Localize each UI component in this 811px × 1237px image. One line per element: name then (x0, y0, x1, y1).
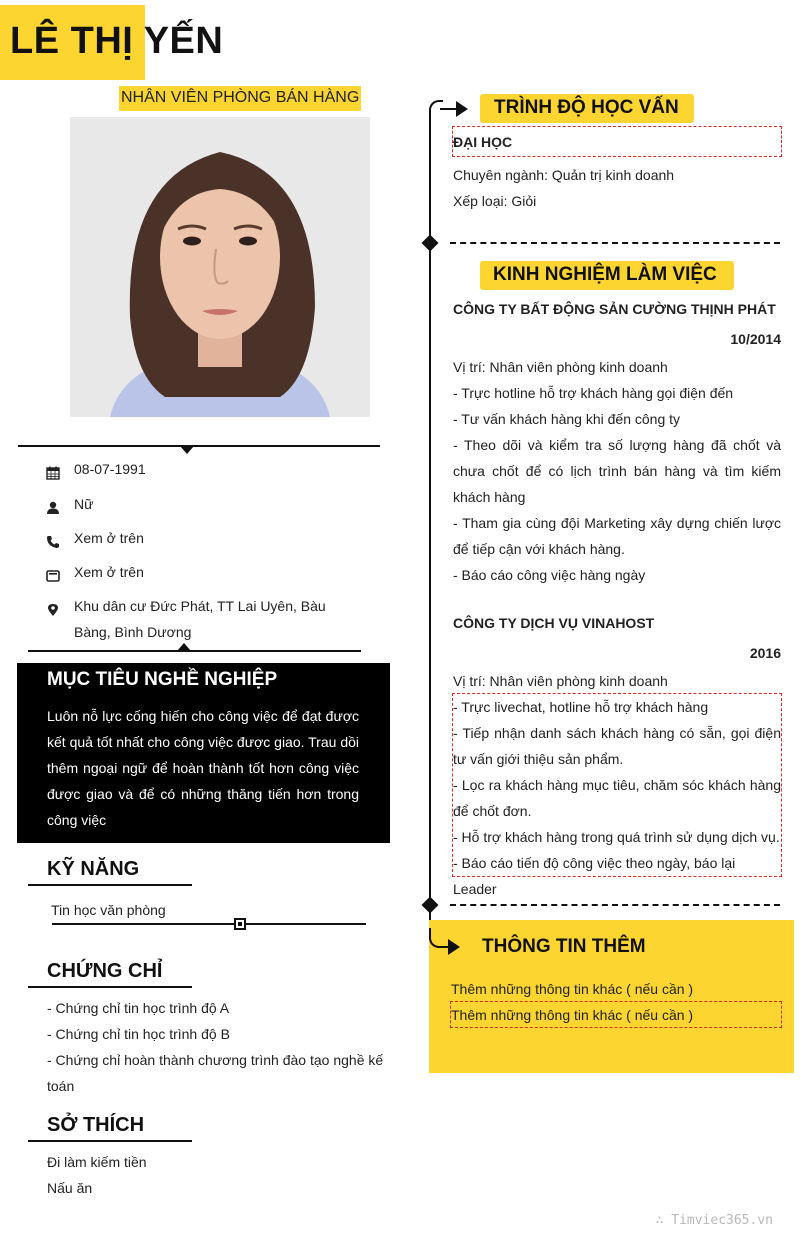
certificate-item: - Chứng chỉ hoàn thành chương trình đào tạo nghề kế toán (47, 1052, 384, 1094)
certificates-list (47, 995, 387, 1099)
portrait-illustration (70, 117, 370, 417)
job-role: Vị trí: Nhân viên phòng kinh doanh (453, 673, 668, 689)
additional-info-item: Thêm những thông tin khác ( nếu cần ) (451, 1007, 694, 1023)
contact-birthday (46, 456, 346, 482)
timeline-node (422, 235, 439, 252)
hobbies-underline (28, 1140, 192, 1142)
skill-level-marker (234, 918, 246, 930)
timeline-arrow-icon (456, 101, 468, 117)
job-duties (453, 694, 781, 902)
profile-photo (70, 117, 370, 417)
email-icon (46, 565, 60, 579)
skills-underline (28, 884, 192, 886)
job-company: CÔNG TY BẤT ĐỘNG SẢN CƯỜNG THỊNH PHÁT (453, 301, 776, 317)
calendar-icon (46, 462, 60, 476)
phone-value: Xem ở trên (74, 530, 144, 546)
watermark: ∴ Timviec365.vn (655, 1213, 773, 1228)
timeline-corner-bottom (429, 928, 443, 948)
education-degree: ĐẠI HỌC (453, 134, 513, 150)
education-title: TRÌNH ĐỘ HỌC VẤN (494, 97, 679, 118)
skills-title: KỸ NĂNG (47, 858, 140, 880)
experience-title: KINH NGHIỆM LÀM VIỆC (493, 264, 717, 285)
job-position: NHÂN VIÊN PHÒNG BÁN HÀNG (119, 86, 361, 111)
contact-address (46, 593, 336, 645)
job-duty: - Hỗ trợ khách hàng trong quá trình sử dụng dịch vụ. (453, 829, 780, 845)
timeline-arrow-icon (448, 939, 460, 955)
skill-name: Tin học văn phòng (51, 902, 166, 918)
contact-bottom-divider (28, 650, 361, 652)
timeline-corner-top (429, 100, 443, 120)
gender-value: Nữ (74, 496, 94, 512)
job-date: 10/2014 (730, 331, 781, 347)
certificates-title: CHỨNG CHỈ (47, 960, 163, 982)
candidate-name: LÊ THỊ YẾN (10, 20, 224, 62)
job-duty: - Báo cáo công việc hàng ngày (453, 567, 646, 583)
additional-info-item: Thêm những thông tin khác ( nếu cần ) (451, 981, 694, 997)
job-duty: - Theo dõi và kiểm tra số lượng hàng đã chốt và chưa chốt để có lịch trình bán hàng và tìm kiếm khách hàng (453, 437, 781, 505)
career-objective-title: MỤC TIÊU NGHỀ NGHIỆP (47, 669, 278, 690)
contact-email (46, 559, 346, 585)
contact-top-divider (18, 445, 380, 447)
skill-bar (52, 923, 366, 925)
user-icon (46, 497, 60, 511)
job-duty: - Tiếp nhận danh sách khách hàng có sẵn, gọi điện tư vấn giới thiệu sản phẩm. (453, 725, 781, 767)
job-duty: - Tham gia cùng đội Marketing xây dựng chiến lược để tiếp cận với khách hàng. (453, 515, 781, 557)
job-duty: - Trực hotline hỗ trợ khách hàng gọi điện đến (453, 385, 734, 401)
divider-arrow-down (180, 446, 194, 454)
certificate-item: - Chứng chỉ tin học trình độ B (47, 1026, 230, 1042)
certificates-underline (28, 986, 192, 988)
timeline-node (422, 897, 439, 914)
section-divider (450, 904, 780, 906)
job-date: 2016 (749, 645, 781, 661)
section-divider (450, 242, 780, 244)
career-objective-section (17, 663, 390, 843)
career-objective-text: Luôn nỗ lực cống hiến cho công việc để đạt được kết quả tốt nhất cho công việc được giao. Trau dồi thêm ngoại ngữ để hoàn thành tốt hơn công việc được giao và để có những thăng tiến hơn trong công việc (47, 708, 359, 828)
job-duty: - Báo cáo tiến độ công việc theo ngày, báo lại Leader (453, 855, 736, 897)
job-duty: - Tư vấn khách hàng khi đến công ty (453, 411, 681, 427)
job-duties (453, 380, 781, 588)
education-major: Chuyên ngành: Quản trị kinh doanh (453, 167, 675, 183)
hobby-item: Đi làm kiếm tiền (47, 1154, 147, 1170)
address-value: Khu dân cư Đức Phát, TT Lai Uyên, Bàu Bàng, Bình Dương (74, 598, 326, 640)
additional-info-title: THÔNG TIN THÊM (482, 936, 646, 957)
contact-gender (46, 491, 346, 517)
hobby-item: Nấu ăn (47, 1180, 93, 1196)
job-duty: - Trực livechat, hotline hỗ trợ khách hàng (453, 699, 709, 715)
certificate-item: - Chứng chỉ tin học trình độ A (47, 1000, 230, 1016)
job-role: Vị trí: Nhân viên phòng kinh doanh (453, 359, 668, 375)
job-company: CÔNG TY DỊCH VỤ VINAHOST (453, 615, 655, 631)
phone-icon (46, 531, 60, 545)
hobbies-list (47, 1149, 347, 1201)
email-value: Xem ở trên (74, 564, 144, 580)
birthday-value: 08-07-1991 (74, 461, 146, 477)
education-rank: Xếp loại: Giỏi (453, 193, 537, 209)
location-icon (46, 599, 60, 613)
job-duty: - Lọc ra khách hàng mục tiêu, chăm sóc khách hàng để chốt đơn. (453, 777, 781, 819)
hobbies-title: SỞ THÍCH (47, 1114, 145, 1136)
contact-phone (46, 525, 346, 551)
